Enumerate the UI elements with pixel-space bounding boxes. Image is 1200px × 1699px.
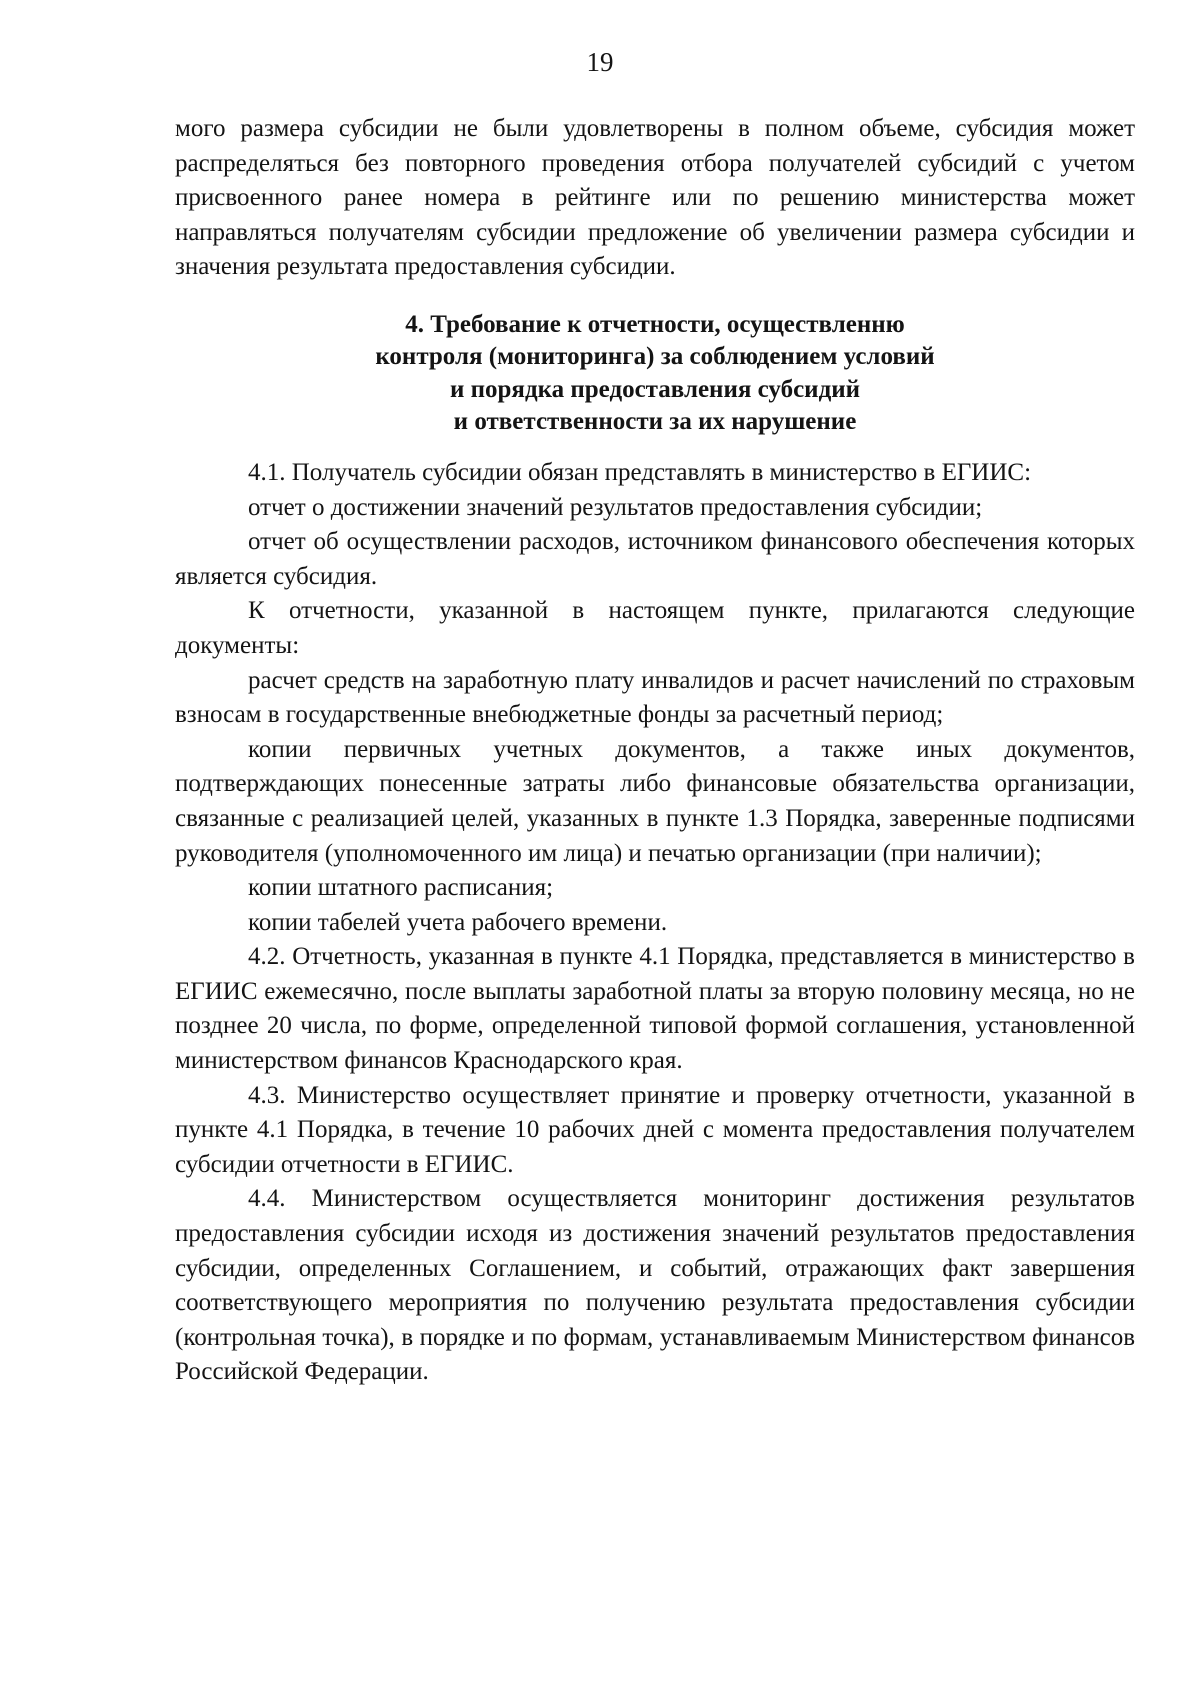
section-heading-line: контроля (мониторинга) за соблюдением условий [375, 343, 935, 371]
paragraph-attachments: К отчетности, указанной в настоящем пункте, прилагаются следующие документы: [175, 597, 1135, 659]
section-heading-line: и порядка предоставления субсидий [449, 375, 861, 403]
section-heading-line: 4. Требование к отчетности, осуществленню [405, 310, 905, 338]
document-body [175, 112, 1135, 1390]
paragraph-timesheets: копии табелей учета рабочего времени. [248, 908, 668, 936]
paragraph-4-4: 4.4. Министерством осуществляется мониторинг достижения результатов предоставления субсидии исходя из достижения значений результатов предоставления субсидии, определенных Соглашением, и событий, отражающих факт завершения соответствующего мероприятия по получению результата предоставления субсидии (контрольная точка), в порядке и по формам, устанавливаемым Министерством финансов Российской Федерации. [175, 1185, 1135, 1386]
section-heading-line: и ответственности за их нарушение [453, 408, 857, 436]
paragraph-4-1: 4.1. Получатель субсидии обязан представлять в министерство в ЕГИИС: [248, 458, 1032, 486]
paragraph-report-results: отчет о достижении значений результатов предоставления субсидии; [248, 493, 983, 521]
intro-paragraph: мого размера субсидии не были удовлетворены в полном объеме, субсидия может распределяться без повторного проведения отбора получателей субсидий с учетом присвоенного ранее номера в рейтинге или по решению министерства может направляться получателям субсидии предложение об увеличении размера субсидии и значения результата предоставления субсидии. [175, 115, 1135, 281]
paragraph-staff-schedule: копии штатного расписания; [248, 874, 554, 902]
paragraph-4-2: 4.2. Отчетность, указанная в пункте 4.1 Порядка, представляется в министерство в ЕГИИС ежемесячно, после выплаты заработной платы за вторую половину месяца, но не позднее 20 числа, по форме, определенной типовой формой соглашения, установленной министерством финансов Краснодарского края. [175, 943, 1135, 1075]
page-number: 19 [586, 47, 614, 77]
paragraph-primary-documents: копии первичных учетных документов, а также иных документов, подтверждающих понесенные затраты либо финансовые обязательства организации, связанные с реализацией целей, указанных в пункте 1.3 Порядка, заверенные подписями руководителя (уполномоченного им лица) и печатью организации (при наличии); [175, 735, 1135, 867]
section-heading [175, 309, 1135, 439]
paragraph-4-3: 4.3. Министерство осуществляет принятие и проверку отчетности, указанной в пункте 4.1 Порядка, в течение 10 рабочих дней с момента предоставления получателем субсидии отчетности в ЕГИИС. [175, 1081, 1135, 1178]
paragraph-report-expenses: отчет об осуществлении расходов, источником финансового обеспечения которых является субсидия. [175, 528, 1135, 590]
paragraph-salary-calculation: расчет средств на заработную плату инвалидов и расчет начислений по страховым взносам в государственные внебюджетные фонды за расчетный период; [175, 666, 1135, 729]
